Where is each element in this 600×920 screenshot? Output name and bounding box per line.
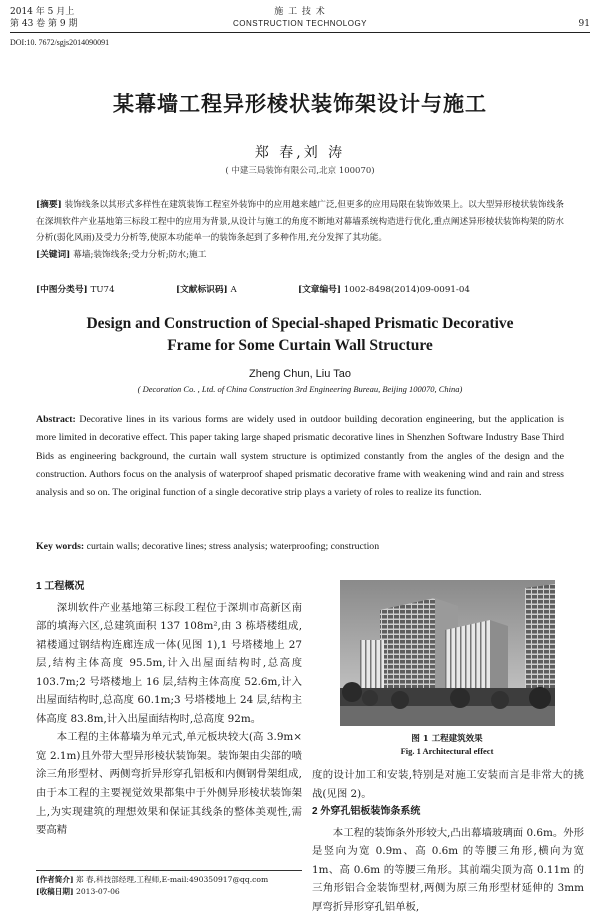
abstract-en-text: Decorative lines in its various forms are widely used in outdoor building decoration engineering, but the application is more limited in decorative effect. This paper taking large shaped prismatic decorative lines in Shenzhen Software Industry Base Third Bids as engineering background, the curtain wall system structure is optimized constantly from the angles of the design and the construction. Authors focus on the analysis of waterproof shaped prismatic decorative frame with weakening wind and rain and stress analysis and so on. The original function of a single decorative strip plays a variety of roles to realize its function. — [36, 414, 564, 499]
right-column-continuation: 度的设计加工和安装,特别是对施工安装而言是非常大的挑战(见图 2)。 — [312, 769, 584, 800]
footnote-date-text: 2013-07-06 — [75, 886, 120, 896]
affiliation-cn: ( 中建三局装饰有限公司,北京 100070) — [225, 166, 375, 176]
issue-date: 2014 年 5 月上 — [10, 7, 75, 17]
keywords-cn-text: 幕墙;装饰线条;受力分析;防水;施工 — [73, 250, 207, 261]
affiliation-en: ( Decoration Co. , Ltd. of China Construction 3rd Engineering Bureau, Beijing 100070, China) — [137, 384, 463, 394]
abstract-en — [36, 411, 564, 502]
article-number-value: 1002-8498(2014)09-0091-04 — [343, 285, 470, 295]
footnote-author-text: 郑 春,科技部经理,工程师,E-mail:490350917@qq.com — [75, 875, 269, 884]
keywords-en — [36, 538, 564, 556]
title-en-line1: Design and Construction of Special-shaped Prismatic Decorative — [86, 315, 514, 332]
clc-value: TU74 — [90, 285, 115, 295]
abstract-cn-label: [摘要] — [36, 200, 62, 210]
footnote-date-label: [收稿日期] — [36, 886, 74, 896]
classification-row — [36, 283, 564, 297]
keywords-cn-label: [关键词] — [36, 250, 71, 261]
page-number: 91 — [578, 19, 590, 29]
keywords-en-label: Key words: — [36, 541, 85, 552]
abstract-cn-text: 装饰线条以其形式多样性在建筑装饰工程室外装饰中的应用越来越广泛,但更多的应用局限在装饰效果上。以大型异形棱状装饰线条在深圳软件产业基地第三标段工程中的应用为背景,从设计与施工的角度不断地对幕墙系统构造进行优化,重点阐述异形棱状装饰构架的防水分析(弱化风雨)及受力分析等,使原本功能单一的装饰条起到了多种作用,充分发挥了其功能。 — [36, 200, 564, 244]
title-en-line2: Frame for Some Curtain Wall Structure — [167, 337, 433, 354]
clc-label: [中图分类号] — [36, 285, 88, 295]
architectural-rendering-illustration — [340, 580, 555, 726]
section1-paragraph2: 本工程的主体幕墙为单元式,单元板块较大(高 3.9m×宽 2.1m)且外带大型异形棱状装饰架。装饰架由尖部的喷涂三角形型材、两侧弯折异形穿孔铝板和内侧钢骨架组成,由于本工程的主要视觉效果都集中于外侧异形棱状装饰架上,为实现建筑的理想效果和保证其线条的整体美观性,需要高精 — [36, 731, 302, 837]
paper-title-cn: 某幕墙工程异形棱状装饰架设计与施工 — [113, 91, 487, 116]
paper-title-en — [0, 313, 600, 357]
journal-name-en: CONSTRUCTION TECHNOLOGY — [232, 19, 368, 28]
section2-heading: 2 外穿孔铝板装饰条系统 — [312, 806, 421, 818]
article-number-label: [文章编号] — [298, 285, 341, 295]
volume-issue: 第 43 卷 第 9 期 — [10, 19, 78, 29]
figure1-image — [340, 580, 555, 726]
section1-paragraph1: 深圳软件产业基地第三标段工程位于深圳市高新区南部的填海六区,总建筑面积 137 108m²,由 3 栋塔楼组成,裙楼通过钢结构连廊连成一体(见图 1),1 号塔楼地上 27 层,结构主体高度 95.5m,计入出屋面结构时,总高度 103.7m;2 号塔楼地上 16 层,结构主体高度 52.6m,计入出屋面结构时,总高度 60.1m;3 号塔楼地上 24 层,结构主体高度 83.8m,计入出屋面结构时,总高度 92m。 — [36, 601, 302, 725]
abstract-cn — [36, 197, 564, 264]
authors-cn: 郑 春,刘 涛 — [254, 145, 346, 161]
doc-code-value: A — [230, 285, 237, 295]
keywords-en-text: curtain walls; decorative lines; stress analysis; waterproofing; construction — [86, 541, 380, 552]
doi: DOI:10. 7672/sgjs2014090091 — [10, 38, 110, 47]
figure1-caption-cn: 图 1 工程建筑效果 — [411, 734, 483, 744]
left-column — [36, 578, 302, 840]
authors-en: Zheng Chun, Liu Tao — [249, 368, 351, 380]
footnote-author-label: [作者简介] — [36, 875, 74, 884]
right-column — [312, 766, 584, 916]
abstract-en-label: Abstract: — [36, 414, 76, 425]
doc-code-label: [文献标识码] — [176, 285, 228, 295]
figure1-caption-en: Fig. 1 Architectural effect — [400, 746, 494, 756]
section2-paragraph: 本工程的装饰条外形较大,凸出幕墙玻璃面 0.6m。外形是竖向为宽 0.9m、高 0.6m 的等腰三角形,横向为宽 1m、高 0.6m 的等腰三角形。其前端尖顶为高 0.11m 的三角形铝合金装饰型材,两侧为原三角形型材延伸的 3mm 厚弯折异形穿孔铝单板, — [312, 826, 584, 913]
header-divider — [10, 32, 590, 33]
journal-name-cn: 施 工 技 术 — [274, 7, 326, 17]
section1-heading: 1 工程概况 — [36, 581, 85, 592]
footnote — [36, 870, 302, 897]
running-header — [10, 6, 590, 30]
